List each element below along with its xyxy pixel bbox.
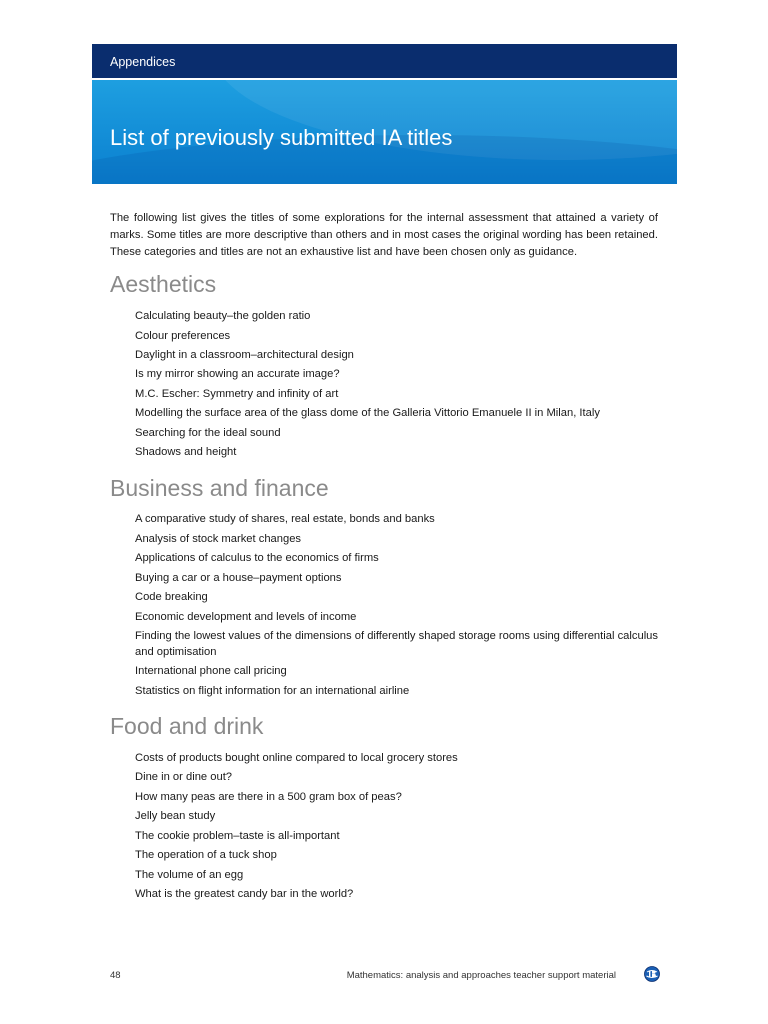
- list-item: Daylight in a classroom–architectural design: [135, 349, 354, 361]
- list-item: M.C. Escher: Symmetry and infinity of art: [135, 388, 339, 400]
- list-item: Colour preferences: [135, 330, 231, 342]
- ib-globe-logo-icon: [644, 966, 660, 982]
- section-label: Appendices: [110, 55, 176, 69]
- list-item: Calculating beauty–the golden ratio: [135, 310, 311, 322]
- section-heading-aesthetics: Aesthetics: [110, 271, 217, 297]
- intro-paragraph: The following list gives the titles of some explorations for the internal assessment that attained a variety of marks. Some titles are more descriptive than others and in most cases the original wording has been retained. These categories and titles are not an exhaustive list and have been chosen only as guidance.: [110, 212, 658, 258]
- list-item: International phone call pricing: [135, 665, 287, 677]
- list-item: The volume of an egg: [135, 869, 244, 881]
- list-item: Statistics on flight information for an international airline: [135, 685, 410, 697]
- list-item: Dine in or dine out?: [135, 771, 233, 783]
- page-number: 48: [110, 970, 121, 981]
- title-banner: [92, 80, 677, 184]
- list-item: Shadows and height: [135, 446, 237, 458]
- list-item: Is my mirror showing an accurate image?: [135, 368, 340, 380]
- list-item: Finding the lowest values of the dimensions of differently shaped storage rooms using differential calculus and optimisation: [135, 630, 658, 658]
- list-item: Jelly bean study: [135, 810, 216, 822]
- list-item: Code breaking: [135, 591, 208, 603]
- section-header-bar: [92, 44, 677, 78]
- list-item: The cookie problem–taste is all-important: [135, 830, 340, 842]
- list-item: A comparative study of shares, real estate, bonds and banks: [135, 513, 435, 525]
- list-item: The operation of a tuck shop: [135, 849, 277, 861]
- section-heading-business-and-finance: Business and finance: [110, 475, 329, 501]
- list-item: Searching for the ideal sound: [135, 427, 281, 439]
- list-item: Analysis of stock market changes: [135, 533, 302, 545]
- list-item: Applications of calculus to the economics of firms: [135, 552, 379, 564]
- list-item: How many peas are there in a 500 gram box of peas?: [135, 791, 402, 803]
- footer-document-title: Mathematics: analysis and approaches teacher support material: [346, 970, 616, 981]
- list-item: Modelling the surface area of the glass dome of the Galleria Vittorio Emanuele II in Milan, Italy: [135, 407, 600, 419]
- section-heading-food-and-drink: Food and drink: [110, 713, 264, 739]
- list-item: Buying a car or a house–payment options: [135, 572, 342, 584]
- list-item: Costs of products bought online compared to local grocery stores: [135, 752, 458, 764]
- list-item: Economic development and levels of income: [135, 611, 357, 623]
- list-item: What is the greatest candy bar in the world?: [135, 888, 354, 900]
- page-title: List of previously submitted IA titles: [110, 125, 453, 150]
